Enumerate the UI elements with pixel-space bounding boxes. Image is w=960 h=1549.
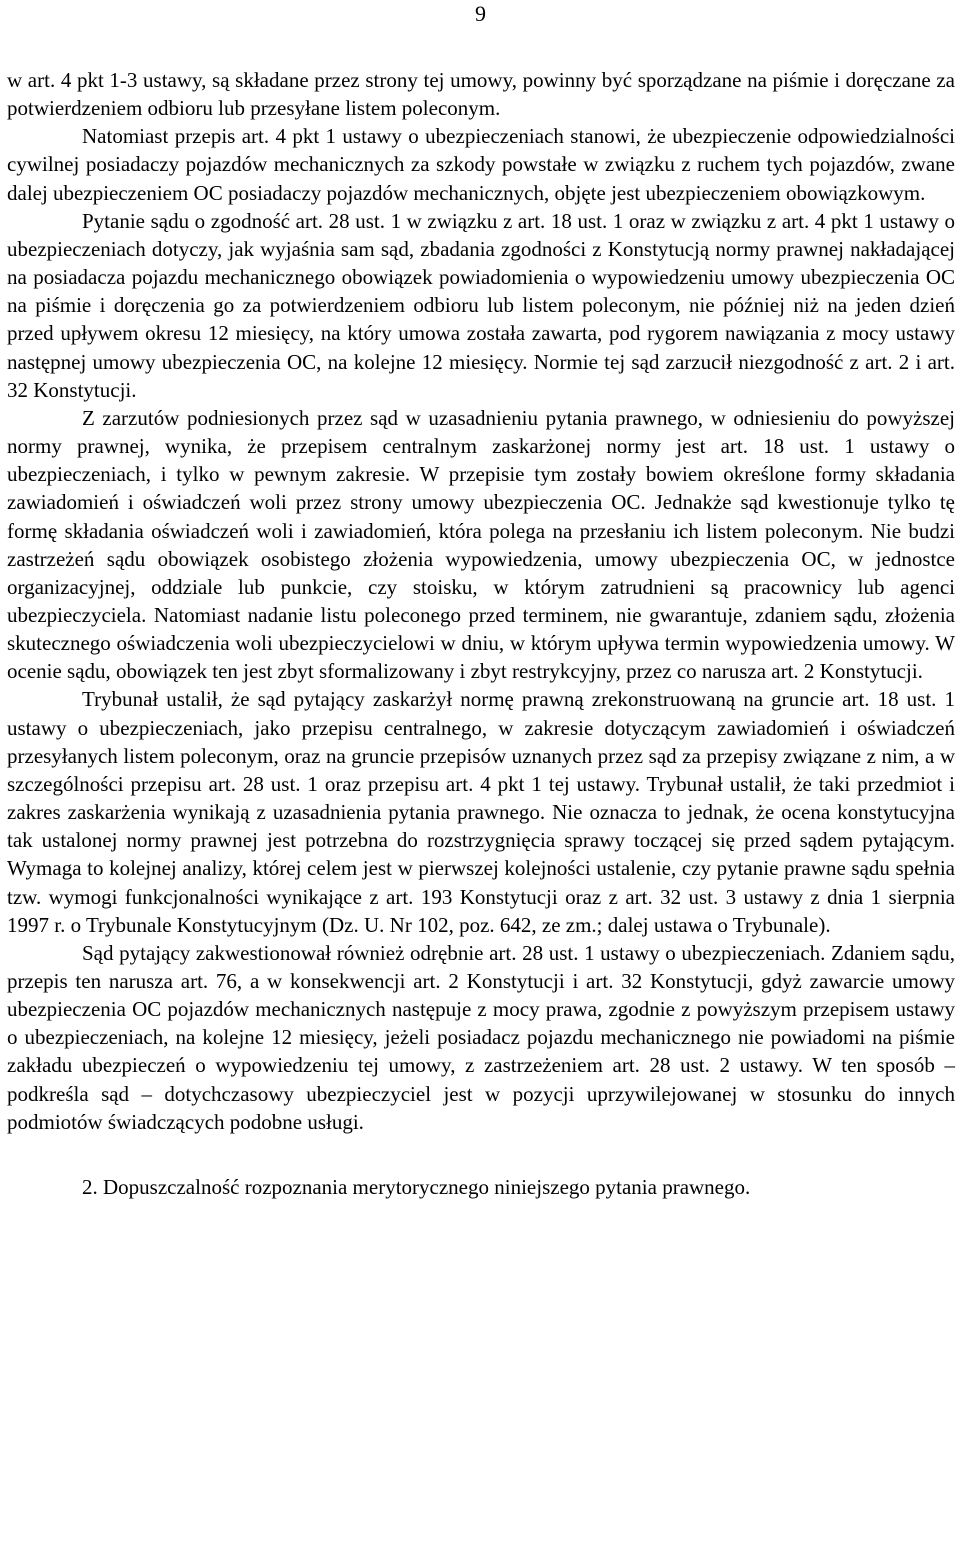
- page-number: 9: [475, 1, 486, 26]
- paragraph-intro: w art. 4 pkt 1-3 ustawy, są składane przez strony tej umowy, powinny być sporządzane na piśmie i doręczane za potwierdzeniem odbioru lub przesyłane listem poleconym.: [7, 68, 955, 121]
- paragraph-court-question: Pytanie sądu o zgodność art. 28 ust. 1 w związku z art. 18 ust. 1 oraz w związku z art. 4 pkt 1 ustawy o ubezpieczeniach dotyczy, jak wyjaśnia sam sąd, zbadania zgodności z Konstytucją normy prawnej nakładającej na posiadacza pojazdu mechanicznego obowiązek powiadomienia o wypowiedzeniu umowy ubezpieczenia OC na piśmie i doręczenia go za potwierdzeniem odbioru lub listem poleconym, nie później niż na jeden dzień przed upływem okresu 12 miesięcy, na który umowa została zawarta, pod rygorem nawiązania z mocy ustawy następnej umowy ubezpieczenia OC, na kolejne 12 miesięcy. Normie tej sąd zarzucił niezgodność z art. 2 i art. 32 Konstytucji.: [7, 208, 955, 402]
- paragraph-objections: Z zarzutów podniesionych przez sąd w uzasadnieniu pytania prawnego, w odniesieniu do powyższej normy prawnej, wynika, że przepisem centralnym zaskarżonej normy jest art. 18 ust. 1 ustawy o ubezpieczeniach, i tylko w pewnym zakresie. W przepisie tym zostały bowiem określone formy składania zawiadomień i oświadczeń woli przez strony umowy ubezpieczenia OC. Jednakże sąd kwestionuje tylko tę formę składania oświadczeń woli i zawiadomień, która polega na przesłaniu ich listem poleconym. Nie budzi zastrzeżeń sądu obowiązek osobistego złożenia wypowiedzenia, umowy ubezpieczenia OC, w jednostce organizacyjnej, oddziale lub punkcie, czy stoisku, w którym zatrudnieni są pracownicy lub agenci ubezpieczyciela. Natomiast nadanie listu poleconego przed terminem, nie gwarantuje, zdaniem sądu, złożenia skutecznego oświadczenia woli ubezpieczycielowi w dniu, w którym upływa termin wypowiedzenia umowy. W ocenie sądu, obowiązek ten jest zbyt sformalizowany i zbyt restrykcyjny, przez co narusza art. 2 Konstytucji.: [7, 405, 955, 684]
- document-body: [7, 66, 955, 1201]
- paragraph-art28: Sąd pytający zakwestionował również odrębnie art. 28 ust. 1 ustawy o ubezpieczeniach. Zdaniem sądu, przepis ten narusza art. 76, a w konsekwencji art. 2 Konstytucji i art. 32 Konstytucji, gdyż zawarcie umowy ubezpieczenia OC pojazdów mechanicznych następuje z mocy prawa, zgodnie z powyższym przepisem ustawy o ubezpieczeniach, na kolejne 12 miesięcy, jeżeli posiadacz pojazdu mechanicznego nie powiadomi na piśmie zakładu ubezpieczeń o wypowiedzeniu tej umowy, z zastrzeżeniem art. 28 ust. 2 ustawy. W ten sposób – podkreśla sąd – dotychczasowy ubezpieczyciel jest w pozycji uprzywilejowanej w stosunku do innych podmiotów świadczących podobne usługi.: [7, 940, 955, 1134]
- paragraph-art4: Natomiast przepis art. 4 pkt 1 ustawy o ubezpieczeniach stanowi, że ubezpieczenie odpowiedzialności cywilnej posiadaczy pojazdów mechanicznych za szkody powstałe w związku z ruchem tych pojazdów, zwane dalej ubezpieczeniem OC posiadaczy pojazdów mechanicznych, objęte jest ubezpieczeniem obowiązkowym.: [7, 124, 955, 205]
- paragraph-tribunal-findings: Trybunał ustalił, że sąd pytający zaskarżył normę prawną zrekonstruowaną na gruncie art. 18 ust. 1 ustawy o ubezpieczeniach, jako przepisu centralnego, w zakresie dotyczącym zawiadomień i oświadczeń przesyłanych listem poleconym, oraz na gruncie przepisów uznanych przez sąd za przepisy związane z nim, a w szczególności przepisu art. 28 ust. 1 oraz przepisu art. 4 pkt 1 tej ustawy. Trybunał ustalił, że taki przedmiot i zakres zaskarżenia wynikają z uzasadnienia pytania prawnego. Nie oznacza to jednak, że ocena konstytucyjna tak ustalonej normy prawnej jest potrzebna do rozstrzygnięcia sprawy toczącej się przed sądem pytającym. Wymaga to kolejnej analizy, której celem jest w pierwszej kolejności ustalenie, czy pytanie prawne sądu spełnia tzw. wymogi funkcjonalności wynikające z art. 193 Konstytucji oraz z art. 32 ust. 3 ustawy z dnia 1 sierpnia 1997 r. o Trybunale Konstytucyjnym (Dz. U. Nr 102, poz. 642, ze zm.; dalej ustawa o Trybunale).: [7, 687, 955, 937]
- section-heading: 2. Dopuszczalność rozpoznania merytorycznego niniejszego pytania prawnego.: [82, 1174, 751, 1199]
